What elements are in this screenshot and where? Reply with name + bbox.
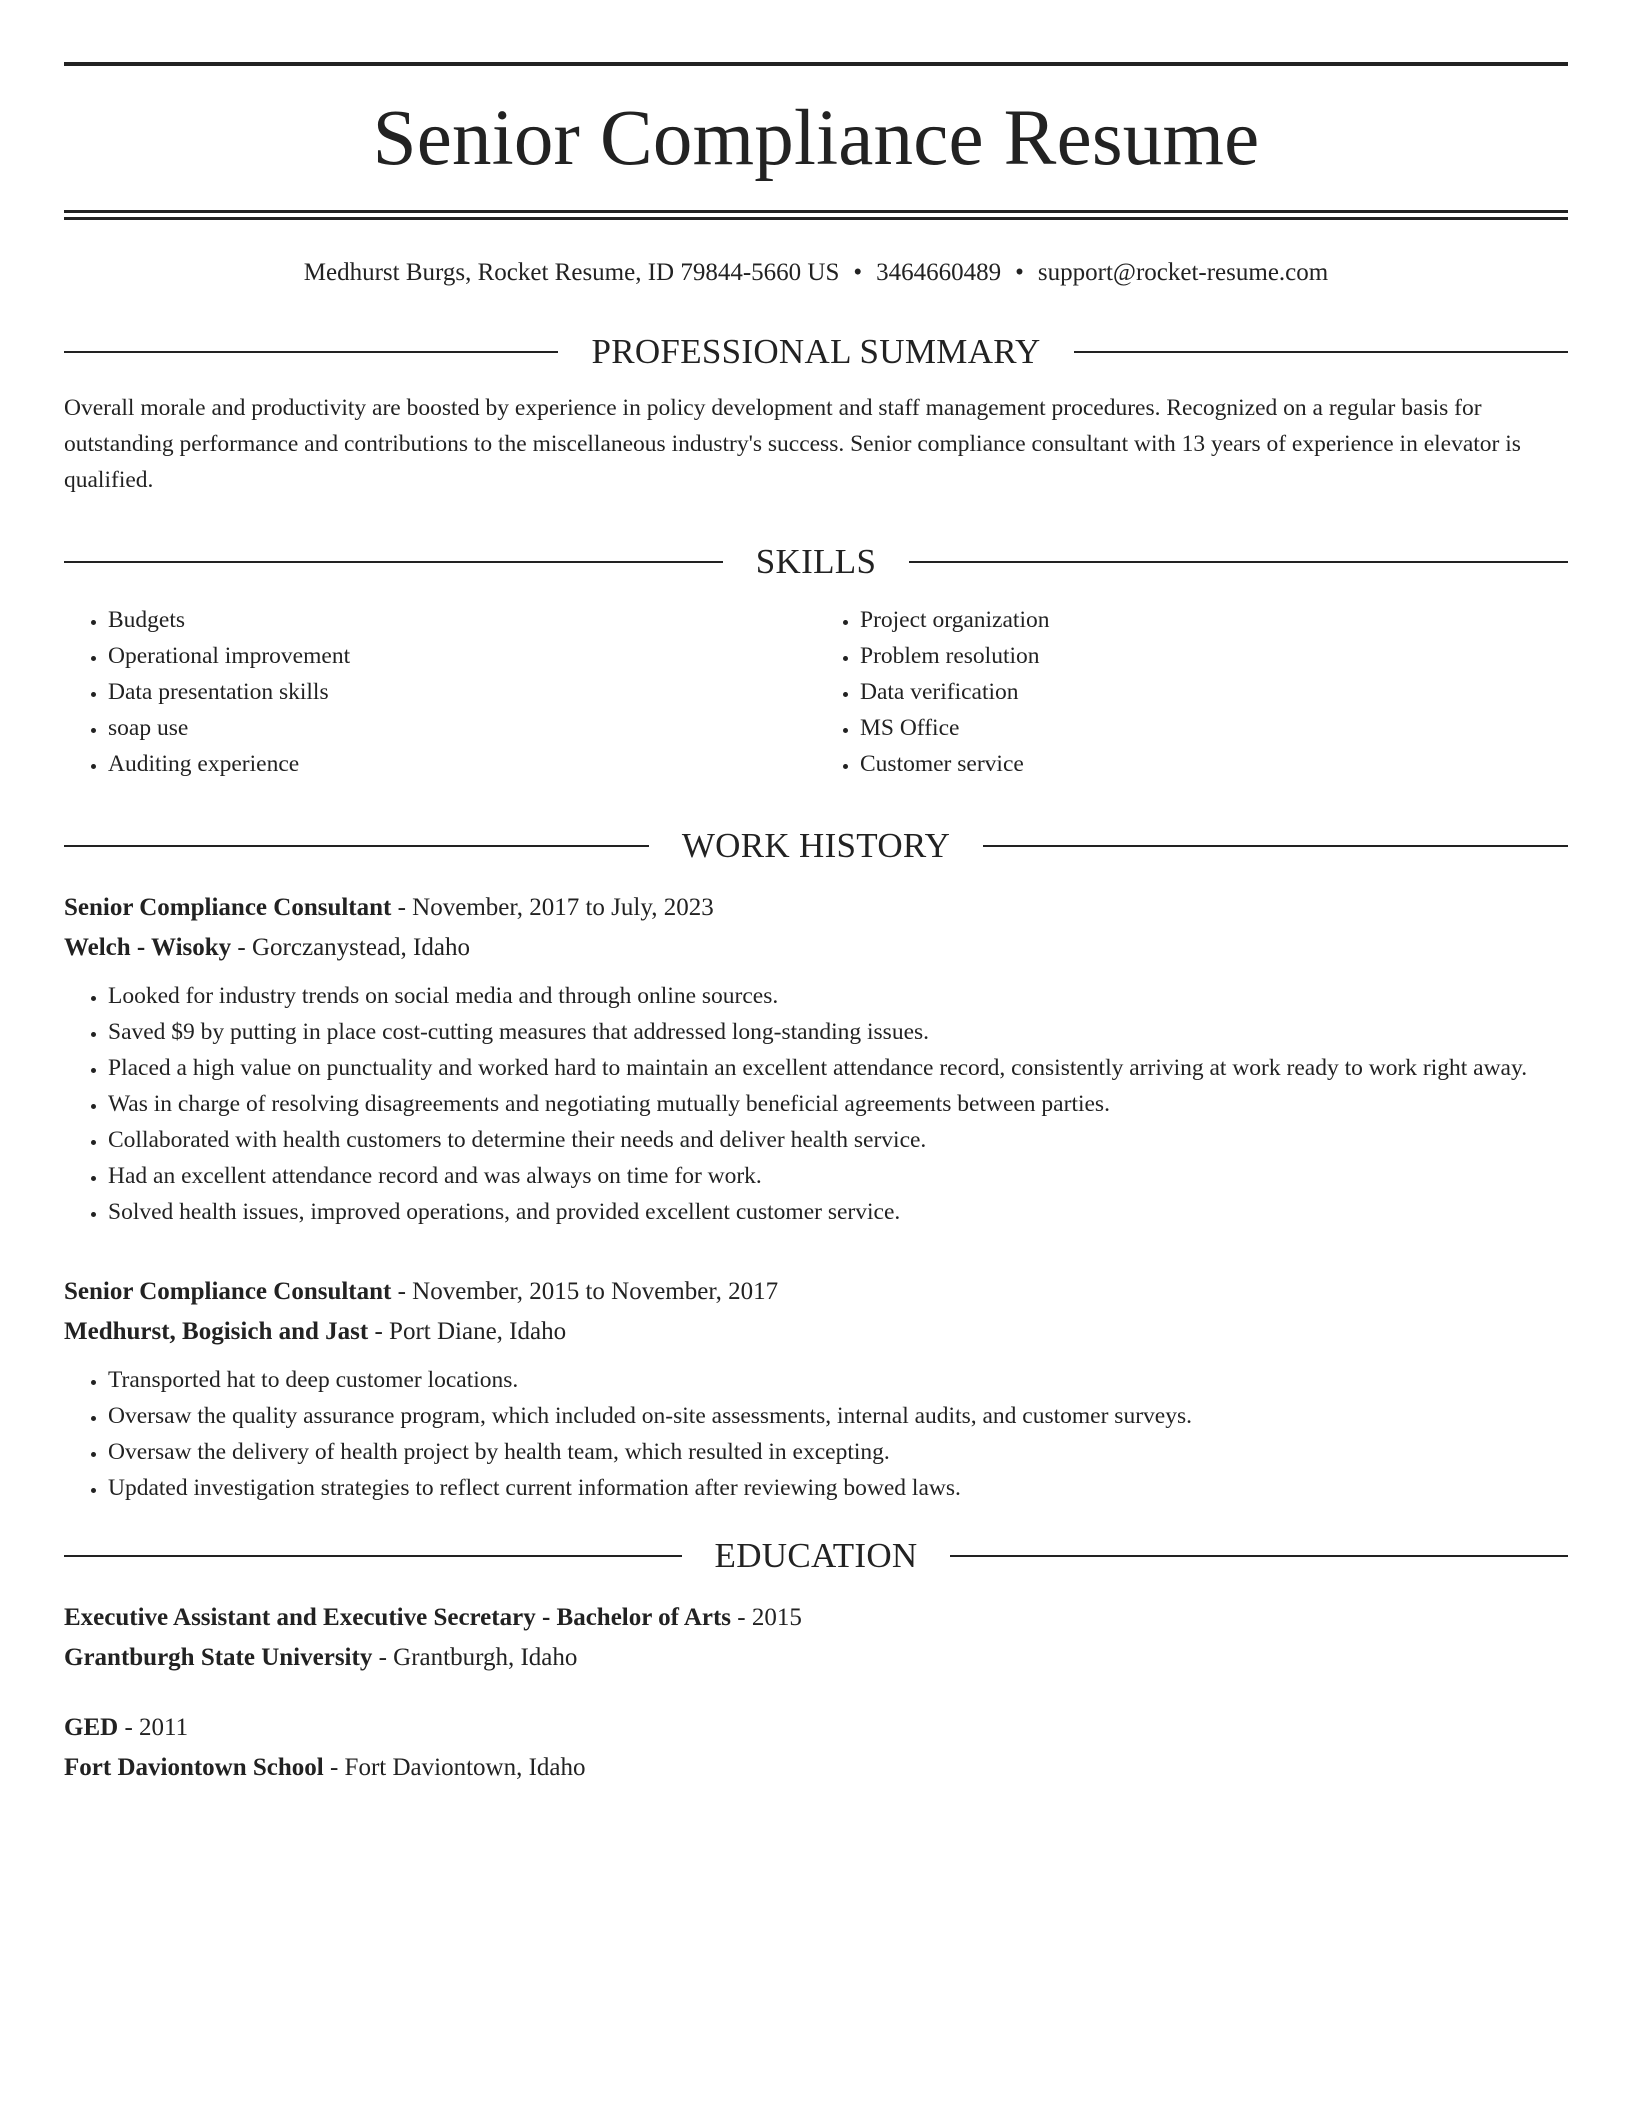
degree-line [64, 1598, 1568, 1638]
job-location: - Gorczanystead, Idaho [231, 934, 470, 961]
job-dates: - November, 2017 to July, 2023 [391, 894, 714, 921]
section-heading-education [64, 1536, 1568, 1576]
job-company: Medhurst, Bogisich and Jast [64, 1318, 369, 1345]
skill-item: • Data presentation skills [108, 674, 816, 710]
heading-rule [950, 1555, 1568, 1557]
school-location: - Fort Daviontown, Idaho [323, 1754, 586, 1781]
job-bullet: • Transported hat to deep customer locations. [108, 1362, 1568, 1398]
job-company-line [64, 928, 1568, 968]
school-location: - Grantburgh, Idaho [372, 1644, 578, 1671]
job-bullet: • Looked for industry trends on social media and through online sources. [108, 978, 1568, 1014]
job-entry [64, 888, 1568, 1230]
contact-address: Medhurst Burgs, Rocket Resume, ID 79844-5660 US [303, 259, 840, 286]
heading-rule [64, 1555, 682, 1557]
job-dates: - November, 2015 to November, 2017 [391, 1278, 779, 1305]
job-bullet: • Was in charge of resolving disagreements and negotiating mutually beneficial agreements between parties. [108, 1086, 1568, 1122]
skills-column-left [64, 602, 816, 782]
school-line [64, 1748, 1568, 1788]
skill-item: • Project organization [860, 602, 1568, 638]
job-bullet: • Oversaw the quality assurance program, which included on-site assessments, internal audits, and customer surveys. [108, 1398, 1568, 1434]
section-heading-skills [64, 542, 1568, 582]
section-title: EDUCATION [714, 1536, 918, 1575]
job-bullets [64, 978, 1568, 1230]
skill-item: • Customer service [860, 746, 1568, 782]
job-bullet: • Placed a high value on punctuality and worked hard to maintain an excellent attendance record, consistently arriving at work ready to work right away. [108, 1050, 1568, 1086]
skill-item: • Problem resolution [860, 638, 1568, 674]
job-bullet: • Had an excellent attendance record and was always on time for work. [108, 1158, 1568, 1194]
education-entry [64, 1598, 1568, 1678]
degree: GED [64, 1714, 119, 1741]
job-bullet: • Oversaw the delivery of health project by health team, which resulted in excepting. [108, 1434, 1568, 1470]
job-title: Senior Compliance Consultant [64, 1278, 392, 1305]
degree-year: - 2011 [118, 1714, 189, 1741]
job-location: - Port Diane, Idaho [368, 1318, 567, 1345]
skill-item: • Operational improvement [108, 638, 816, 674]
contact-phone: 3464660489 [876, 259, 1002, 286]
job-bullet: • Collaborated with health customers to determine their needs and deliver health service. [108, 1122, 1568, 1158]
school-name: Grantburgh State University [64, 1644, 373, 1671]
job-bullet: • Solved health issues, improved operations, and provided excellent customer service. [108, 1194, 1568, 1230]
job-entry [64, 1272, 1568, 1506]
job-bullet: • Updated investigation strategies to reflect current information after reviewing bowed laws. [108, 1470, 1568, 1506]
contact-separator: • [853, 259, 863, 286]
job-bullet: • Saved $9 by putting in place cost-cutting measures that addressed long-standing issues. [108, 1014, 1568, 1050]
section-title: PROFESSIONAL SUMMARY [591, 332, 1041, 371]
job-company-line [64, 1312, 1568, 1352]
contact-email: support@rocket-resume.com [1037, 259, 1329, 286]
heading-rule [64, 561, 723, 563]
heading-rule [64, 845, 649, 847]
title-double-rule [64, 210, 1568, 220]
section-heading-work [64, 826, 1568, 866]
job-title-line [64, 1272, 1568, 1312]
job-bullets [64, 1362, 1568, 1506]
section-title: WORK HISTORY [681, 826, 951, 865]
skills-column-right [816, 602, 1568, 782]
page-title: Senior Compliance Resume [372, 95, 1260, 182]
summary-text: Overall morale and productivity are boosted by experience in policy development and staff management procedures. Recognized on a regular basis for outstanding performance and contributions to the miscellaneous industry's success. Senior compliance consultant with 13 years of experience in elevator is qualified. [64, 395, 1521, 493]
job-company: Welch - Wisoky [64, 934, 232, 961]
skill-item: • Auditing experience [108, 746, 816, 782]
skill-item: • Budgets [108, 602, 816, 638]
school-line [64, 1638, 1568, 1678]
contact-line [64, 258, 1568, 288]
heading-rule [1074, 351, 1568, 353]
education-entry [64, 1708, 1568, 1788]
job-title-line [64, 888, 1568, 928]
degree-year: - 2015 [731, 1604, 802, 1631]
degree: Executive Assistant and Executive Secretary - Bachelor of Arts [64, 1604, 732, 1631]
heading-rule [64, 351, 558, 353]
heading-rule [983, 845, 1568, 847]
school-name: Fort Daviontown School [64, 1754, 324, 1781]
section-title: SKILLS [755, 542, 877, 581]
degree-line [64, 1708, 1568, 1748]
section-heading-summary [64, 332, 1568, 372]
skill-item: • soap use [108, 710, 816, 746]
skill-item: • Data verification [860, 674, 1568, 710]
top-rule [64, 62, 1568, 66]
job-title: Senior Compliance Consultant [64, 894, 392, 921]
heading-rule [909, 561, 1568, 563]
skills-list [64, 602, 1568, 782]
skill-item: • MS Office [860, 710, 1568, 746]
contact-separator: • [1015, 259, 1024, 286]
